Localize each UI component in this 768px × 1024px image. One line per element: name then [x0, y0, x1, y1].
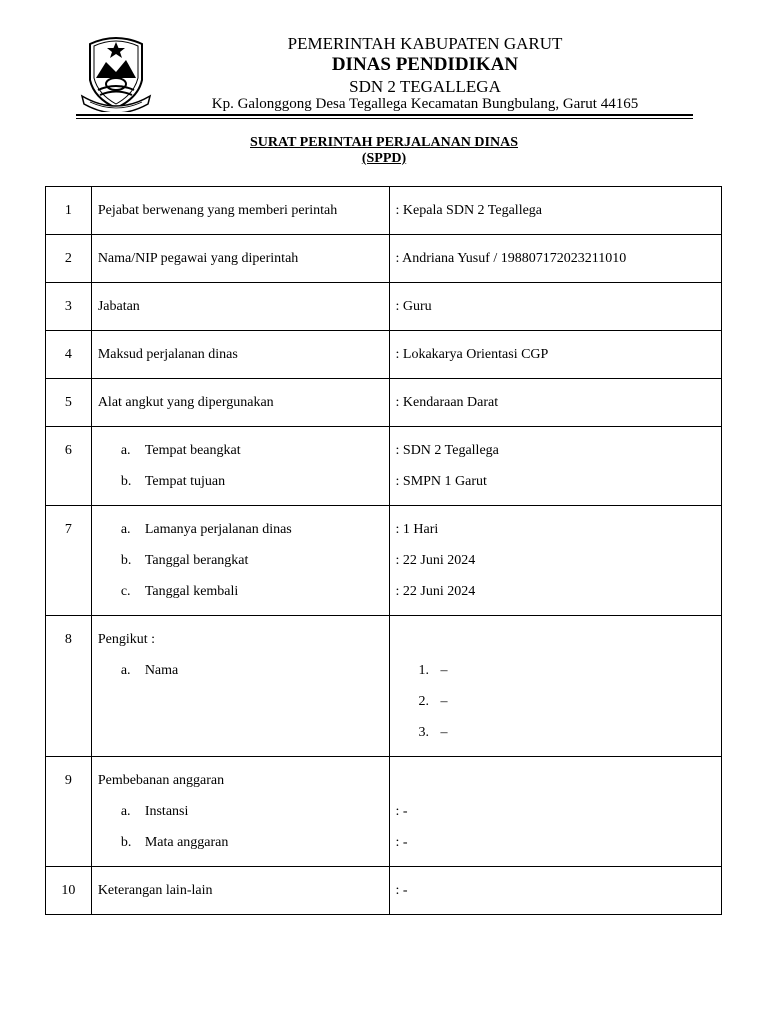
- row-number: 8: [64, 632, 72, 647]
- row-number: 5: [64, 395, 72, 410]
- sub-item-label: Tempat tujuan: [144, 474, 226, 489]
- row-label: Alat angkut yang dipergunakan: [97, 395, 274, 410]
- sub-item: [92, 514, 389, 545]
- sub-item-value: : -: [395, 835, 408, 850]
- header-divider-thin: [76, 118, 693, 119]
- sub-item-label: Mata anggaran: [144, 835, 229, 850]
- row-number: 2: [64, 251, 72, 266]
- row-value: : Guru: [395, 299, 432, 314]
- table-row: [46, 757, 722, 867]
- sub-item: [92, 466, 389, 497]
- row-value: : Kendaraan Darat: [395, 395, 499, 410]
- follower-list-item: [390, 717, 721, 748]
- sub-item-value: : SDN 2 Tegallega: [395, 443, 499, 458]
- row-number: 4: [64, 347, 72, 362]
- sppd-table: [45, 186, 722, 915]
- follower-name: –: [440, 725, 448, 740]
- follower-name: –: [440, 663, 448, 678]
- table-row: [46, 506, 722, 616]
- sub-item-letter: a.: [120, 663, 131, 678]
- sub-item-value: : 22 Juni 2024: [395, 553, 476, 568]
- table-row: [46, 331, 722, 379]
- sub-item-label: Nama: [144, 663, 179, 678]
- sub-item-value: : -: [395, 804, 408, 819]
- sub-item-letter: b.: [120, 835, 132, 850]
- sub-item-label: Tanggal kembali: [144, 584, 239, 599]
- follower-name: –: [440, 694, 448, 709]
- row-label: Nama/NIP pegawai yang diperintah: [97, 251, 299, 266]
- row-label: Keterangan lain-lain: [97, 883, 213, 898]
- sub-item-label: Tanggal berangkat: [144, 553, 249, 568]
- table-row: [46, 616, 722, 757]
- sub-item-letter: b.: [120, 553, 132, 568]
- row-number: 7: [64, 522, 72, 537]
- header-address: Kp. Galonggong Desa Tegallega Kecamatan Bungbulang, Garut 44165: [211, 96, 639, 112]
- row-value: : Kepala SDN 2 Tegallega: [395, 203, 543, 218]
- document-title: SURAT PERINTAH PERJALANAN DINAS: [250, 135, 518, 150]
- sub-item-value: : SMPN 1 Garut: [395, 474, 487, 489]
- sub-item: [92, 576, 389, 607]
- sub-item: [92, 655, 389, 686]
- sub-item: [92, 827, 389, 858]
- row-value: : -: [395, 883, 408, 898]
- sub-item-label: Lamanya perjalanan dinas: [144, 522, 292, 537]
- sub-item: [92, 545, 389, 576]
- table-row: [46, 235, 722, 283]
- sub-item-letter: a.: [120, 804, 131, 819]
- follower-number: 1.: [418, 663, 430, 678]
- sub-item-letter: b.: [120, 474, 132, 489]
- row-label: Pengikut :: [97, 632, 155, 647]
- table-row: [46, 427, 722, 506]
- header-department: DINAS PENDIDIKAN: [331, 54, 519, 75]
- header-divider-thick: [76, 114, 693, 116]
- row-value: : Lokakarya Orientasi CGP: [395, 347, 549, 362]
- row-label: Maksud perjalanan dinas: [97, 347, 238, 362]
- row-number: 1: [64, 203, 72, 218]
- row-value: : Andriana Yusuf / 198807172023211010: [395, 251, 627, 266]
- sub-item: [92, 435, 389, 466]
- header-school: SDN 2 TEGALLEGA: [349, 77, 501, 96]
- table-row: [46, 283, 722, 331]
- table-row: [46, 867, 722, 915]
- sub-item-letter: a.: [120, 522, 131, 537]
- row-label: Pembebanan anggaran: [97, 773, 225, 788]
- sub-item-value: : 1 Hari: [395, 522, 439, 537]
- garut-emblem-icon: [80, 32, 152, 112]
- sub-item-label: Instansi: [144, 804, 189, 819]
- sub-item-letter: a.: [120, 443, 131, 458]
- table-row: [46, 379, 722, 427]
- header-government: PEMERINTAH KABUPATEN GARUT: [287, 34, 563, 53]
- follower-number: 2.: [418, 694, 430, 709]
- row-number: 6: [64, 443, 72, 458]
- table-row: [46, 187, 722, 235]
- sub-item-label: Tempat beangkat: [144, 443, 241, 458]
- document-subtitle: (SPPD): [361, 151, 407, 166]
- row-number: 3: [64, 299, 72, 314]
- follower-number: 3.: [418, 725, 430, 740]
- follower-list-item: [390, 655, 721, 686]
- sub-item: [92, 796, 389, 827]
- row-number: 10: [61, 883, 76, 898]
- row-label: Jabatan: [97, 299, 140, 314]
- row-number: 9: [64, 773, 72, 788]
- sub-item-value: : 22 Juni 2024: [395, 584, 476, 599]
- sub-item-letter: c.: [120, 584, 131, 599]
- row-label: Pejabat berwenang yang memberi perintah: [97, 203, 338, 218]
- follower-list-item: [390, 686, 721, 717]
